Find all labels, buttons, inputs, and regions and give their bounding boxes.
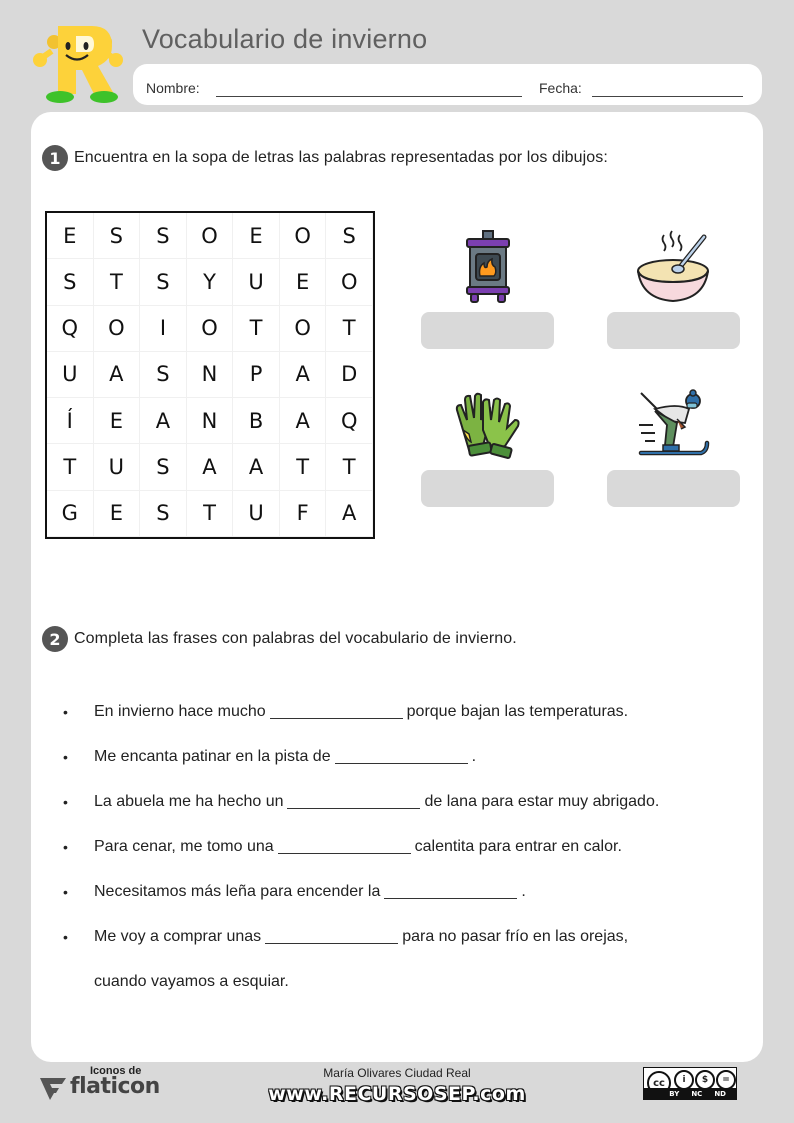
grid-cell[interactable]: S [140, 352, 187, 398]
page-title: Vocabulario de invierno [142, 24, 428, 54]
date-input-line[interactable] [592, 96, 743, 97]
grid-cell[interactable]: I [140, 306, 187, 352]
recursosep-mascot-logo [30, 22, 126, 104]
grid-cell[interactable]: A [326, 491, 373, 537]
grid-cell[interactable]: A [187, 444, 234, 490]
sentence-item [61, 734, 741, 779]
picture-card-skier [607, 380, 740, 507]
grid-cell[interactable]: A [280, 398, 327, 444]
grid-cell[interactable]: E [47, 213, 94, 259]
soup-bowl-icon [607, 222, 740, 312]
grid-cell[interactable]: O [280, 213, 327, 259]
exercise-number-badge: 1 [42, 145, 68, 171]
word-search-grid[interactable] [45, 211, 375, 539]
grid-cell[interactable]: B [233, 398, 280, 444]
sentence-text: porque bajan las temperaturas. [406, 702, 629, 720]
picture-card-gloves [421, 380, 554, 507]
answer-box[interactable] [607, 312, 740, 349]
fill-in-blank[interactable] [335, 750, 468, 764]
grid-cell[interactable]: O [326, 259, 373, 305]
sentence-item [61, 689, 741, 734]
grid-cell[interactable]: P [233, 352, 280, 398]
grid-cell[interactable]: U [233, 259, 280, 305]
grid-cell[interactable]: U [47, 352, 94, 398]
sentence-continuation [61, 959, 741, 1004]
bullet: • [63, 883, 68, 900]
grid-cell[interactable]: T [94, 259, 141, 305]
grid-cell[interactable]: A [94, 352, 141, 398]
grid-cell[interactable]: O [187, 306, 234, 352]
grid-cell[interactable]: A [280, 352, 327, 398]
icons-credit-label: Iconos de [90, 1065, 142, 1077]
grid-cell[interactable]: G [47, 491, 94, 537]
sentence-text: . [471, 747, 477, 765]
name-label: Nombre: [146, 80, 200, 96]
grid-cell[interactable]: O [94, 306, 141, 352]
grid-cell[interactable]: E [233, 213, 280, 259]
noncommercial-icon: $ [695, 1070, 715, 1090]
grid-cell[interactable]: T [326, 444, 373, 490]
sentence-text: En invierno hace mucho [94, 702, 266, 720]
answer-box[interactable] [421, 470, 554, 507]
wood-stove-icon [421, 222, 554, 312]
bullet: • [63, 748, 68, 765]
fill-in-blank[interactable] [265, 930, 398, 944]
gloves-icon [421, 380, 554, 470]
sentence-item [61, 824, 741, 869]
student-info-bar [133, 64, 762, 105]
grid-cell[interactable]: S [140, 491, 187, 537]
grid-cell[interactable]: T [326, 306, 373, 352]
picture-card-soup [607, 222, 740, 349]
name-input-line[interactable] [216, 96, 522, 97]
skier-icon [607, 380, 740, 470]
footer [0, 1064, 794, 1123]
sentence-item [61, 869, 741, 914]
exercise-2-instruction: Completa las frases con palabras del vocabulario de invierno. [74, 630, 517, 647]
grid-cell[interactable]: Y [187, 259, 234, 305]
grid-cell[interactable]: E [94, 491, 141, 537]
exercise-1-heading [42, 145, 608, 171]
grid-cell[interactable]: U [233, 491, 280, 537]
fill-in-blank[interactable] [270, 705, 403, 719]
fill-in-blank[interactable] [384, 885, 517, 899]
grid-cell[interactable]: A [233, 444, 280, 490]
grid-cell[interactable]: N [187, 398, 234, 444]
grid-cell[interactable]: Q [326, 398, 373, 444]
grid-cell[interactable]: E [280, 259, 327, 305]
website-link[interactable]: www.RECURSOSEP.com [268, 1083, 526, 1105]
exercise-2-heading [42, 626, 517, 652]
grid-cell[interactable]: T [187, 491, 234, 537]
grid-cell[interactable]: S [326, 213, 373, 259]
grid-cell[interactable]: D [326, 352, 373, 398]
bullet: • [63, 928, 68, 945]
sentence-text: Me voy a comprar unas [94, 927, 262, 945]
attribution-icon: i [674, 1070, 694, 1090]
grid-cell[interactable]: T [233, 306, 280, 352]
worksheet-card [31, 112, 763, 1062]
grid-cell[interactable]: T [280, 444, 327, 490]
grid-cell[interactable]: O [187, 213, 234, 259]
license-terms: BY NC ND [644, 1088, 736, 1099]
answer-box[interactable] [421, 312, 554, 349]
sentence-text: . [521, 882, 526, 900]
grid-cell[interactable]: A [140, 398, 187, 444]
grid-cell[interactable]: Q [47, 306, 94, 352]
flaticon-brand: flaticon [70, 1074, 160, 1099]
sentence-item [61, 779, 741, 824]
exercise-1-instruction: Encuentra en la sopa de letras las palabras representadas por los dibujos: [74, 149, 608, 166]
picture-card-stove [421, 222, 554, 349]
fill-in-blank[interactable] [287, 795, 420, 809]
bullet: • [63, 793, 68, 810]
sentence-text: de lana para estar muy abrigado. [424, 792, 660, 810]
noderivatives-icon: = [716, 1070, 736, 1090]
grid-cell[interactable]: E [94, 398, 141, 444]
sentence-text: para no pasar frío en las orejas, [402, 927, 629, 945]
grid-cell[interactable]: O [280, 306, 327, 352]
fill-in-blank[interactable] [278, 840, 411, 854]
grid-cell[interactable]: S [140, 259, 187, 305]
grid-cell[interactable]: N [187, 352, 234, 398]
sentence-text: Necesitamos más leña para encender la [94, 882, 381, 900]
bullet: • [63, 703, 68, 720]
exercise-number-badge: 2 [42, 626, 68, 652]
sentence-list [61, 689, 741, 1004]
grid-cell[interactable]: U [94, 444, 141, 490]
grid-cell[interactable]: Í [47, 398, 94, 444]
grid-cell[interactable]: T [47, 444, 94, 490]
creative-commons-license-badge[interactable] [643, 1067, 737, 1100]
grid-cell[interactable]: S [47, 259, 94, 305]
bullet: • [63, 838, 68, 855]
sentence-text: calentita para entrar en calor. [414, 837, 622, 855]
cc-icon: cc [647, 1071, 671, 1095]
grid-cell[interactable]: S [140, 213, 187, 259]
grid-cell[interactable]: S [140, 444, 187, 490]
date-label: Fecha: [539, 80, 582, 96]
sentence-text: La abuela me ha hecho un [94, 792, 284, 810]
sentence-text: cuando vayamos a esquiar. [94, 972, 289, 990]
grid-cell[interactable]: S [94, 213, 141, 259]
grid-cell[interactable]: F [280, 491, 327, 537]
answer-box[interactable] [607, 470, 740, 507]
sentence-text: Para cenar, me tomo una [94, 837, 274, 855]
sentence-item [61, 914, 741, 959]
sentence-text: Me encanta patinar en la pista de [94, 747, 331, 765]
author-credit: María Olivares Ciudad Real [323, 1066, 471, 1080]
